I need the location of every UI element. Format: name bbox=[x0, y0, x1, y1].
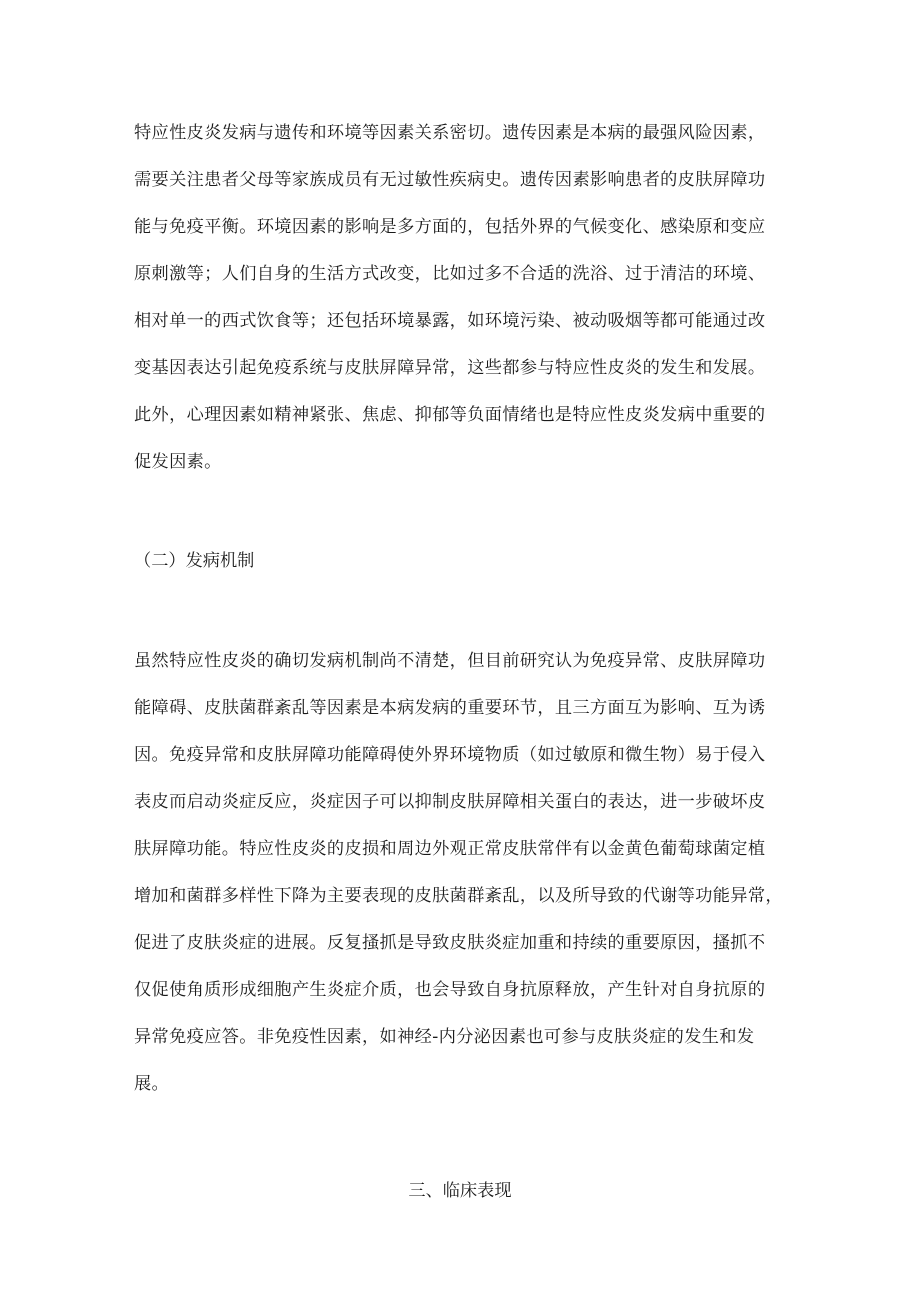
text-line: 肤屏障功能。特应性皮炎的皮损和周边外观正常皮肤常伴有以金黄色葡萄球菌定植 bbox=[134, 839, 766, 859]
text-line: 特应性皮炎发病与遗传和环境等因素关系密切。遗传因素是本病的最强风险因素， bbox=[134, 123, 766, 143]
text-line: 虽然特应性皮炎的确切发病机制尚不清楚，但目前研究认为免疫异常、皮肤屏障功 bbox=[134, 651, 766, 671]
text-line: 促进了皮肤炎症的进展。反复搔抓是导致皮肤炎症加重和持续的重要原因，搔抓不 bbox=[134, 933, 766, 953]
text-line: 促发因素。 bbox=[134, 452, 222, 472]
text-line: 能与免疫平衡。环境因素的影响是多方面的，包括外界的气候变化、感染原和变应 bbox=[134, 217, 766, 237]
text-line: 变基因表达引起免疫系统与皮肤屏障异常，这些都参与特应性皮炎的发生和发展。 bbox=[134, 358, 766, 378]
text-line: 相对单一的西式饮食等；还包括环境暴露，如环境污染、被动吸烟等都可能通过改 bbox=[134, 311, 766, 331]
text-line: 异常免疫应答。非免疫性因素，如神经-内分泌因素也可参与皮肤炎症的发生和发 bbox=[134, 1027, 755, 1047]
text-line: 仅促使角质形成细胞产生炎症介质，也会导致自身抗原释放，产生针对自身抗原的 bbox=[134, 980, 766, 1000]
text-line: 原刺激等；人们自身的生活方式改变，比如过多不合适的洗浴、过于清洁的环境、 bbox=[134, 264, 766, 284]
text-line: 表皮而启动炎症反应，炎症因子可以抑制皮肤屏障相关蛋白的表达，进一步破坏皮 bbox=[134, 792, 766, 812]
section-heading-pathogenesis: （二）发病机制 bbox=[134, 551, 255, 571]
section-title-clinical-manifestations: 三、临床表现 bbox=[408, 1181, 512, 1201]
text-line: 增加和菌群多样性下降为主要表现的皮肤菌群紊乱，以及所导致的代谢等功能异常， bbox=[134, 886, 783, 906]
text-line: 需要关注患者父母等家族成员有无过敏性疾病史。遗传因素影响患者的皮肤屏障功 bbox=[134, 170, 766, 190]
text-line: 展。 bbox=[134, 1074, 170, 1094]
text-line: 能障碍、皮肤菌群紊乱等因素是本病发病的重要环节，且三方面互为影响、互为诱 bbox=[134, 698, 766, 718]
text-line: 因。免疫异常和皮肤屏障功能障碍使外界环境物质（如过敏原和微生物）易于侵入 bbox=[134, 745, 766, 765]
text-line: 此外，心理因素如精神紧张、焦虑、抑郁等负面情绪也是特应性皮炎发病中重要的 bbox=[134, 405, 766, 425]
